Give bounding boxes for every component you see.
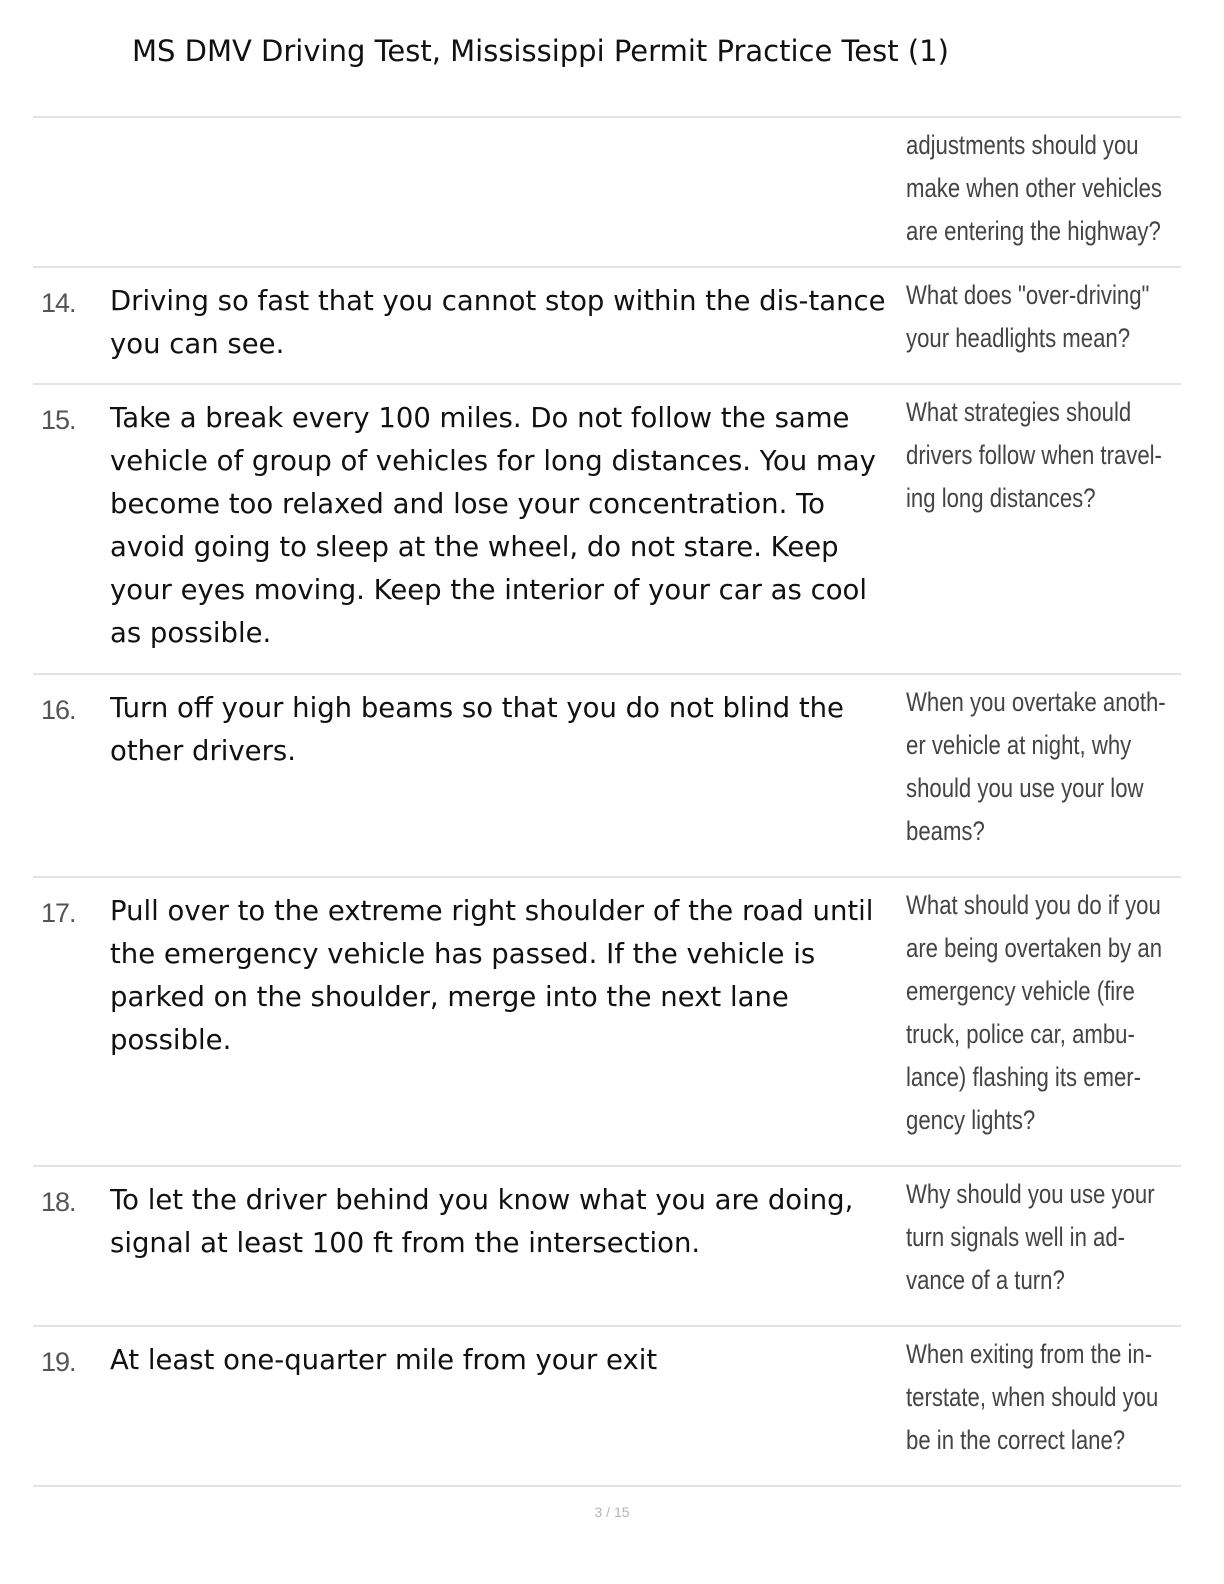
flashcard-table [33,116,1181,1487]
row-number: 17. [41,898,76,928]
row-answer: Take a break every 100 miles. Do not follow the same vehicle of group of vehicles for long distances. You may become too relaxed and lose your concentration. To avoid going to sleep at the wheel, do not stare. Keep your eyes moving. Keep the interior of your car as cool as possible. [110,402,876,649]
flashcard-row [33,268,1181,385]
flashcard-row [33,675,1181,878]
row-number: 15. [41,405,76,435]
row-number: 19. [41,1347,76,1377]
row-question: Why should you use your turn signals well in ad-vance of a turn? [906,1179,1155,1295]
row-question: adjustments should you make when other vehicles are entering the highway? [906,130,1162,246]
row-answer: Turn off your high beams so that you do not blind the other drivers. [110,692,844,767]
flashcard-row [33,118,1181,268]
row-question: What strategies should drivers follow when travel-ing long distances? [906,397,1162,513]
row-number: 14. [41,288,76,318]
row-number: 16. [41,695,76,725]
row-question: When you overtake anoth-er vehicle at night, why should you use your low beams? [906,687,1166,846]
row-question: What does "over-driving" your headlights mean? [906,280,1150,353]
row-question: When exiting from the in-terstate, when should you be in the correct lane? [906,1339,1159,1455]
flashcard-row [33,385,1181,675]
row-answer: To let the driver behind you know what you are doing, signal at least 100 ft from the intersection. [110,1184,854,1259]
flashcard-row [33,1167,1181,1327]
row-answer: Pull over to the extreme right shoulder of the road until the emergency vehicle has passed. If the vehicle is parked on the shoulder, merge into the next lane possible. [110,895,874,1056]
row-number: 18. [41,1187,76,1217]
row-question: What should you do if you are being overtaken by an emergency vehicle (fire truck, police car, ambu-lance) flashing its emer-gency lights? [906,890,1163,1135]
page-title: MS DMV Driving Test, Mississippi Permit Practice Test (1) [132,34,949,68]
flashcard-row [33,1327,1181,1487]
flashcard-row [33,878,1181,1167]
row-answer: Driving so fast that you cannot stop within the dis-tance you can see. [110,285,886,360]
row-answer: At least one-quarter mile from your exit [110,1344,658,1376]
page-indicator: 3 / 15 [594,1504,630,1520]
